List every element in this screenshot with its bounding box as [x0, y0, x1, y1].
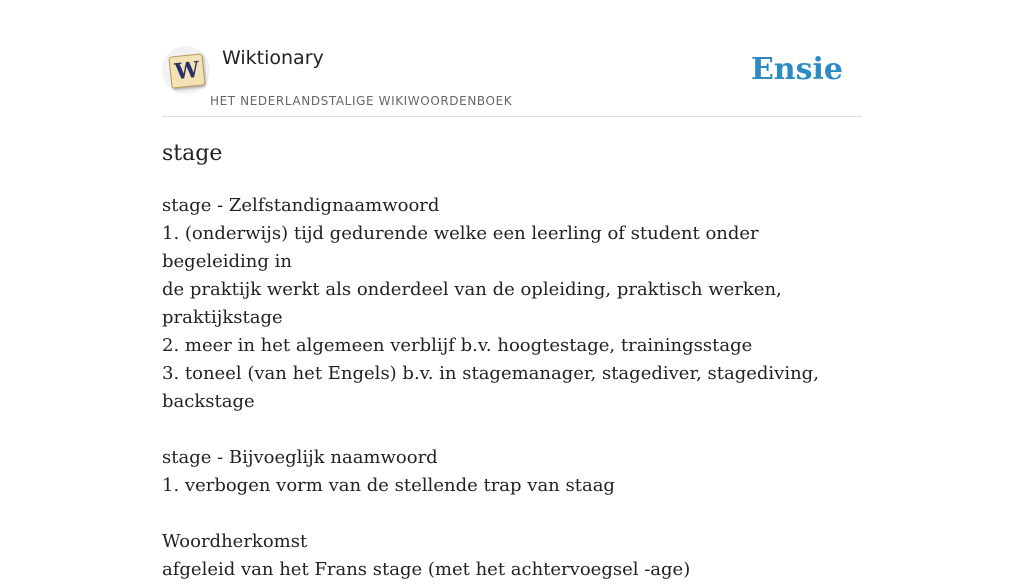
definition-line: backstage: [162, 391, 255, 412]
page: [162, 0, 862, 580]
spacer: [162, 416, 862, 444]
etymology-section: [162, 528, 862, 584]
section-heading: stage - Bijvoeglijk naamwoord: [162, 447, 438, 468]
definition-section-noun: [162, 192, 862, 416]
brand-logo[interactable]: Ensie: [750, 52, 843, 87]
definition-line: 3. toneel (van het Engels) b.v. in stagemanager, stagediver, stagediving,: [162, 363, 819, 384]
site-subtitle: HET NEDERLANDSTALIGE WIKIWOORDENBOEK: [210, 94, 513, 108]
section-heading: stage - Zelfstandignaamwoord: [162, 195, 440, 216]
page-title: stage: [162, 141, 223, 166]
article-content: [162, 138, 862, 584]
wiktionary-w-tile-icon: W: [168, 53, 205, 88]
definition-line: 1. (onderwijs) tijd gedurende welke een leerling of student onder begeleiding in: [162, 223, 765, 272]
section-heading: Woordherkomst: [162, 531, 308, 552]
wiktionary-logo[interactable]: [162, 46, 210, 94]
site-name[interactable]: Wiktionary: [222, 47, 324, 69]
definition-line: de praktijk werkt als onderdeel van de opleiding, praktisch werken, praktijkstage: [162, 279, 788, 328]
spacer: [162, 500, 862, 528]
etymology-line: afgeleid van het Frans stage (met het achtervoegsel -age): [162, 559, 691, 580]
header: [162, 0, 862, 117]
definition-line: 2. meer in het algemeen verblijf b.v. hoogtestage, trainingsstage: [162, 335, 753, 356]
definition-line: 1. verbogen vorm van de stellende trap van staag: [162, 475, 615, 496]
definition-section-adjective: [162, 444, 862, 500]
